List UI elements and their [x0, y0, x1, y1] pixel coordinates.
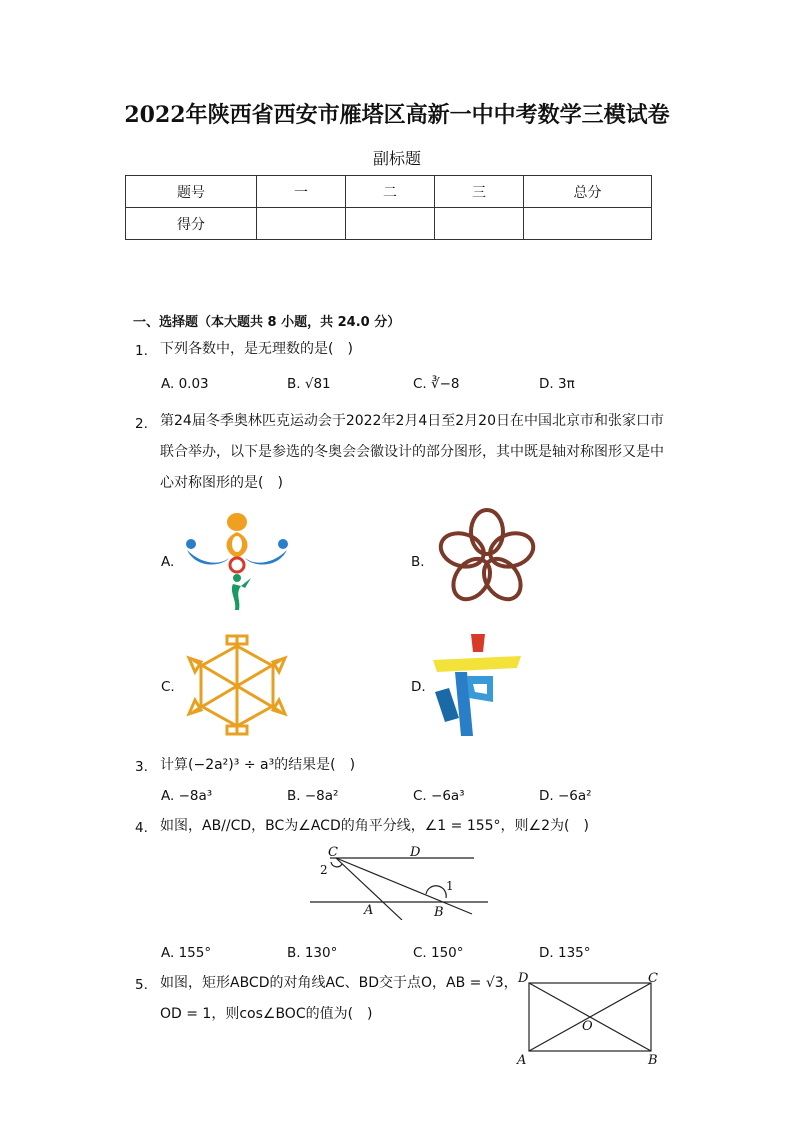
label-point-b: B [648, 1053, 658, 1068]
option-c: C. −6a³ [413, 788, 465, 804]
table-cell [524, 208, 652, 240]
table-cell: 总分 [524, 176, 652, 208]
label-point-d: D [518, 971, 529, 986]
question-number: 1. [135, 343, 148, 359]
label-point-c: C [328, 845, 338, 860]
label-point-b: B [434, 905, 444, 920]
option-d: D. 135° [539, 945, 591, 961]
table-cell [435, 208, 524, 240]
option-b: B. √81 [287, 376, 331, 392]
question-text: 第24届冬季奥林匹克运动会于2022年2月4日至2月20日在中国北京市和张家口市 [160, 413, 664, 429]
table-cell [346, 208, 435, 240]
question-text: 心对称图形的是( ) [160, 475, 283, 491]
option-a: A. [161, 554, 175, 570]
table-cell [257, 208, 346, 240]
label-angle-1: 1 [446, 879, 454, 893]
label-point-d: D [410, 845, 421, 860]
table-row [126, 176, 652, 208]
option-d: D. −6a² [539, 788, 592, 804]
emblem-knot-figure [435, 506, 539, 610]
option-a: A. 155° [161, 945, 212, 961]
section-heading: 一、选择题（本大题共 8 小题，共 24.0 分） [133, 315, 401, 330]
question-text: 下列各数中，是无理数的是( ) [160, 341, 353, 357]
question-text: 如图，矩形ABCD的对角线AC、BD交于点O，AB = √3， [160, 975, 518, 991]
question-text: 如图，AB//CD，BC为∠ACD的角平分线，∠1 = 155°，则∠2为( ) [160, 818, 589, 834]
option-c: C. ∛−8 [413, 376, 460, 392]
option-c: C. [161, 679, 175, 695]
table-cell: 题号 [126, 176, 257, 208]
label-point-c: C [648, 971, 658, 986]
table-row [126, 208, 652, 240]
label-point-a: A [517, 1053, 527, 1068]
option-c: C. 150° [413, 945, 464, 961]
label-point-a: A [364, 903, 374, 918]
option-d: D. [411, 679, 426, 695]
option-d: D. 3π [539, 376, 575, 392]
question-number: 2. [135, 416, 148, 432]
score-table [125, 175, 652, 240]
question-text: OD = 1，则cos∠BOC的值为( ) [160, 1006, 373, 1022]
question-text: 联合举办，以下是参选的冬奥会会徽设计的部分图形，其中既是轴对称图形又是中 [160, 444, 664, 460]
question-text: 计算(−2a²)³ ÷ a³的结果是( ) [160, 757, 356, 773]
emblem-snowflake-figure [183, 632, 291, 738]
option-b: B. 130° [287, 945, 338, 961]
table-cell: 二 [346, 176, 435, 208]
option-b: B. [411, 554, 425, 570]
option-a: A. 0.03 [161, 376, 209, 392]
page-title: 2022年陕西省西安市雁塔区高新一中中考数学三模试卷 [124, 102, 670, 128]
question-number: 5. [135, 977, 148, 993]
question-number: 3. [135, 759, 148, 775]
parallel-lines-figure [300, 842, 500, 920]
table-cell: 三 [435, 176, 524, 208]
rectangle-figure [512, 970, 662, 1070]
table-cell: 得分 [126, 208, 257, 240]
emblem-flag-figure [433, 632, 525, 740]
label-angle-2: 2 [320, 863, 328, 877]
emblem-people-figure [183, 508, 293, 612]
table-cell: 一 [257, 176, 346, 208]
page-subtitle: 副标题 [372, 149, 421, 168]
option-b: B. −8a² [287, 788, 339, 804]
question-number: 4. [135, 820, 148, 836]
label-point-o: O [582, 1019, 593, 1034]
option-a: A. −8a³ [161, 788, 213, 804]
